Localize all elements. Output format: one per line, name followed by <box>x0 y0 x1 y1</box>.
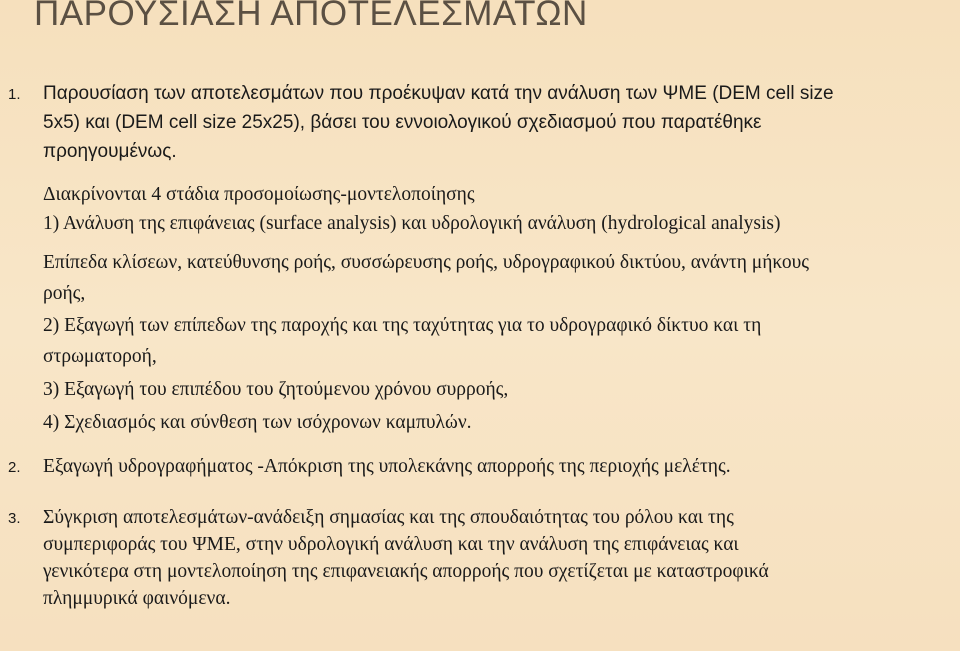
stages-intro: Διακρίνονται 4 στάδια προσομοίωσης-μοντελοποίησης <box>43 184 475 205</box>
item-2-number: 2. <box>8 459 21 476</box>
slide-title: ΠΑΡΟΥΣΙΑΣΗ ΑΠΟΤΕΛΕΣΜΑΤΩΝ <box>34 0 588 33</box>
stage-line-4: 2) Εξαγωγή των επίπεδων της παροχής και της ταχύτητας για το υδρογραφικό δίκτυο και τη <box>43 315 762 336</box>
stage-line-7: 4) Σχεδιασμός και σύνθεση των ισόχρονων καμπυλών. <box>43 412 472 433</box>
stage-line-3: ροής, <box>43 283 86 304</box>
item-3-line-2: συμπεριφοράς του ΨΜΕ, στην υδρολογική ανάλυση και την ανάλυση της επιφάνειας και <box>43 534 739 555</box>
stage-line-6: 3) Εξαγωγή του επιπέδου του ζητούμενου χρόνου συρροής, <box>43 379 509 400</box>
item-1-line-1: Παρουσίαση των αποτελεσμάτων που προέκυψαν κατά την ανάλυση των ΨΜΕ (DEM cell size <box>43 83 834 104</box>
item-1-number: 1. <box>8 86 21 103</box>
stage-line-1: 1) Ανάλυση της επιφάνειας (surface analysis) και υδρολογική ανάλυση (hydrological analysis) <box>43 213 781 234</box>
item-3-line-3: γενικότερα στη μοντελοποίηση της επιφανειακής απορροής που σχετίζεται με καταστροφικά <box>43 561 769 582</box>
item-2-line-1: Εξαγωγή υδρογραφήματος -Απόκριση της υπολεκάνης απορροής της περιοχής μελέτης. <box>43 456 731 477</box>
stage-line-5: στρωματοροή, <box>43 346 157 367</box>
item-3-line-1: Σύγκριση αποτελεσμάτων-ανάδειξη σημασίας και της σπουδαιότητας του ρόλου και της <box>43 507 734 528</box>
item-1-line-2: 5x5) και (DEM cell size 25x25), βάσει του εννοιολογικού σχεδιασμού που παρατέθηκε <box>43 112 762 133</box>
item-3-line-4: πλημμυρικά φαινόμενα. <box>43 588 231 609</box>
stage-line-2: Επίπεδα κλίσεων, κατεύθυνσης ροής, συσσώρευσης ροής, υδρογραφικού δικτύου, ανάντη μήκους <box>43 252 809 273</box>
item-1-line-3: προηγουμένως. <box>43 141 177 162</box>
item-3-number: 3. <box>8 510 21 527</box>
